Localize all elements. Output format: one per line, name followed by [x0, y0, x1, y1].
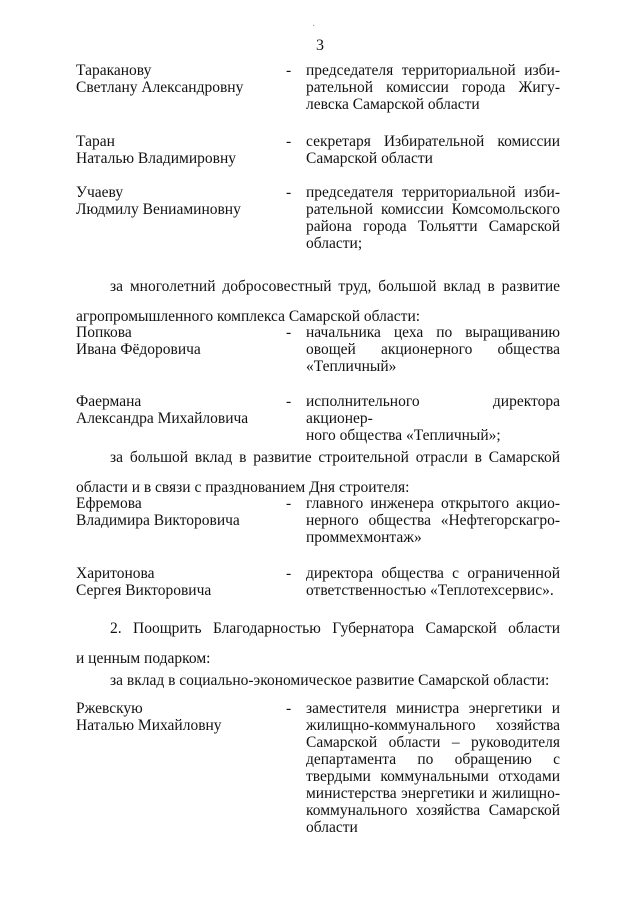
dash: -: [286, 393, 292, 410]
award-reason-paragraph: за многолетний добросовестный труд, большой вклад в развитие агропромышленного комплекса Самарской области:: [76, 278, 560, 325]
awardee-name-rzhevskaya: Ржевскую Наталью Михайловну: [76, 700, 222, 734]
awardee-name-faerman: Фаермана Александра Михайловича: [76, 393, 249, 427]
awardee-name-efremov: Ефремова Владимира Викторовича: [76, 495, 240, 529]
award-reason-paragraph: за вклад в социально-экономическое развитие Самарской области:: [110, 672, 550, 689]
awardee-name-taran: Таран Наталью Владимировну: [76, 133, 237, 167]
awardee-name-tarakanova: Тараканову Светлану Александровну: [76, 62, 244, 96]
dash: -: [286, 565, 292, 582]
awardee-position-popkov: начальника цеха по выращиванию овощей акционерного общества «Тепличный»: [306, 324, 560, 375]
award-reason-paragraph: за большой вклад в развитие строительной отрасли в Самарской области и в связи с празднованием Дня строителя:: [76, 449, 560, 496]
dash: -: [286, 184, 292, 201]
awardee-position-rzhevskaya: заместителя министра энергетики и жилищно-коммунального хозяйства Самарской области – руководителя департамента по обращению с твердыми коммунальными отходами министерства энергетики и жилищно- коммунального хозяйства Самарской области: [306, 700, 560, 836]
awardee-name-kharitonov: Харитонова Сергея Викторовича: [76, 565, 212, 599]
page-number: 3: [316, 37, 324, 54]
decree-item-2: 2. Поощрить Благодарностью Губернатора Самарской области и ценным подарком:: [76, 620, 560, 667]
awardee-position-faerman: исполнительного директора акционер- ного общества «Тепличный»;: [306, 393, 560, 444]
dash: -: [286, 495, 292, 512]
awardee-position-uchaeva: председателя территориальной изби- рательной комиссии Комсомольского района города Тольятти Самарской области;: [306, 184, 560, 252]
dash: -: [286, 133, 292, 150]
scan-mark: ·: [312, 21, 316, 32]
dash: -: [286, 700, 292, 717]
awardee-name-uchaeva: Учаеву Людмилу Вениаминовну: [76, 184, 241, 218]
dash: -: [286, 324, 292, 341]
awardee-position-tarakanova: председателя территориальной изби- рательной комиссии города Жигу- левска Самарской области: [306, 62, 560, 113]
dash: -: [286, 62, 292, 79]
awardee-position-efremov: главного инженера открытого акцио- нерного общества «Нефтегорскагро- проммехмонтаж»: [306, 495, 560, 546]
awardee-position-taran: секретаря Избирательной комиссии Самарской области: [306, 133, 560, 167]
awardee-position-kharitonov: директора общества с ограниченной ответственностью «Теплотехсервис».: [306, 565, 560, 599]
awardee-name-popkov: Попкова Ивана Фёдоровича: [76, 324, 201, 358]
